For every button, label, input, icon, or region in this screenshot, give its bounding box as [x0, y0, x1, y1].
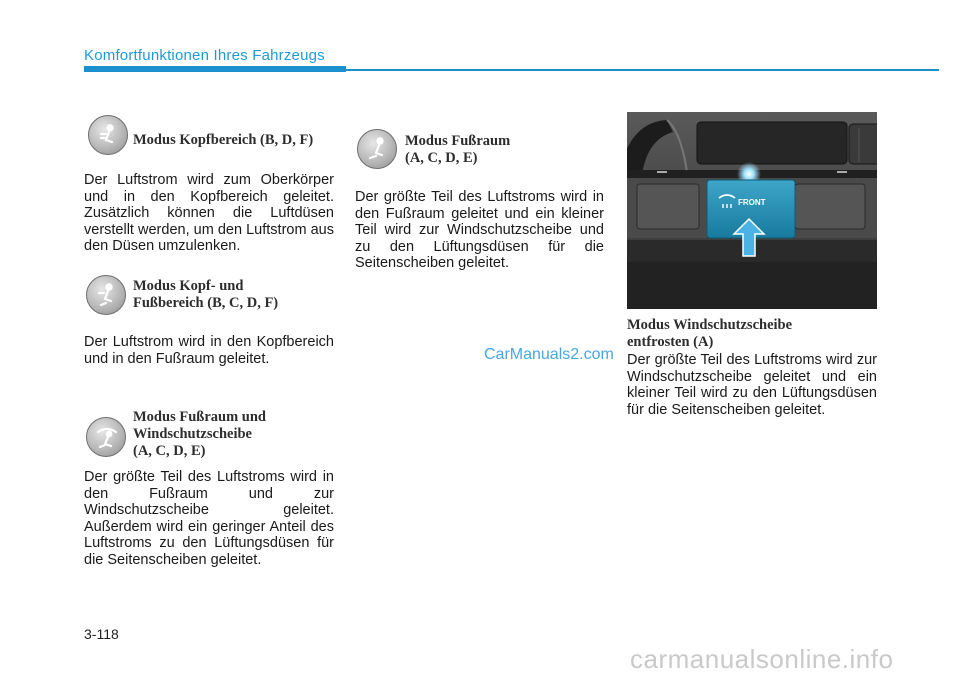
front-defrost-button-label: FRONT	[738, 198, 766, 207]
mode-description-floor: Der größte Teil des Luftstroms wird in den Fußraum geleitet und ein kleiner Teil wird zur Windschutzscheibe und zu den Lüftungsdüsen für die Seitenscheiben geleitet.	[355, 189, 604, 271]
mode-description-head-foot: Der Luftstrom wird in den Kopfbereich und in den Fußraum geleitet.	[84, 334, 334, 367]
floor-defrost-vent-icon	[86, 417, 126, 457]
mode-title-floor: Modus Fußraum (A, C, D, E)	[405, 133, 511, 166]
section-header-title: Komfortfunktionen Ihres Fahrzeugs	[84, 47, 325, 64]
site-watermark: CarManuals2.com	[484, 346, 614, 363]
footer-watermark: carmanualsonline.info	[630, 644, 894, 674]
floor-vent-icon	[357, 129, 397, 169]
mode-title-floor-defrost: Modus Fußraum und Windschutzscheibe (A, C, D, E)	[133, 409, 266, 459]
header-accent-bar	[84, 66, 346, 72]
mode-description-head: Der Luftstrom wird zum Oberkörper und in den Kopfbereich geleitet. Zusätzlich können die Luftdüsen verstellt werden, um den Luftstrom aus den Düsen umzulenken.	[84, 172, 334, 254]
mode-description-floor-defrost: Der größte Teil des Luftstroms wird in den Fußraum und zur Windschutzscheibe geleitet. Außerdem wird ein geringer Anteil des Luftstroms zu den Lüftungsdüsen für die Seitenscheiben geleitet.	[84, 469, 334, 568]
mode-description-windshield-defrost: Der größte Teil des Luftstroms wird zur Windschutzscheibe geleitet und ein kleiner Teil wird zu den Lüftungsdüsen für die Seitenscheiben geleitet.	[627, 352, 877, 418]
header-rule	[346, 69, 939, 71]
mode-title-windshield-defrost: Modus Windschutzscheibe entfrosten (A)	[627, 317, 793, 350]
page-number: 3-118	[84, 626, 119, 642]
mode-title-head-foot: Modus Kopf- und Fußbereich (B, C, D, F)	[133, 278, 279, 311]
bi-level-vent-icon	[86, 275, 126, 315]
face-vent-icon	[88, 115, 128, 155]
mode-title-head: Modus Kopfbereich (B, D, F)	[133, 132, 314, 148]
control-panel-photo	[627, 112, 877, 309]
figure-code: OAEE046304	[810, 298, 872, 309]
